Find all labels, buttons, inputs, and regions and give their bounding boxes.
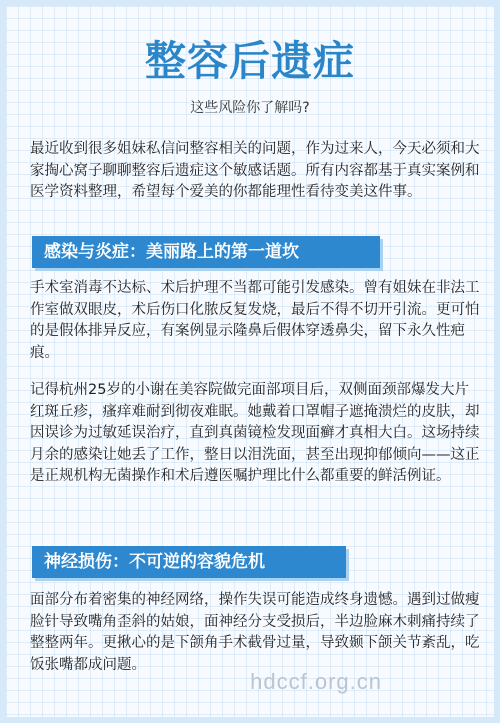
infection-paragraph-2: 记得杭州25岁的小谢在美容院做完面部项目后，双侧面颈部爆发大片红斑丘疹，瘙痒难耐到彻夜难眠。她戴着口罩帽子遮掩溃烂的皮肤，却因误诊为过敏延误治疗，直到真菌镜检发现面癣才真相大白。这场持续月余的感染让她丢了工作，整日以泪洗面，甚至出现抑郁倾向——这正是正规机构无菌操作和术后遵医嘱护理比什么都重要的鲜活例证。 bbox=[30, 382, 480, 484]
intro-paragraph: 最近收到很多姐妹私信问整容相关的问题，作为过来人，今天必须和大家掏心窝子聊聊整容后遗症这个敏感话题。所有内容都基于真实案例和医学资料整理，希望每个爱美的你都能理性看待变美这件事。 bbox=[30, 141, 480, 200]
nerve-damage-paragraph-1: 面部分布着密集的神经网络，操作失误可能造成终身遗憾。遇到过做瘦脸针导致嘴角歪斜的姑娘，面神经分支受损后，半边脸麻木刺痛持续了整整两年。更揪心的是下颌角手术截骨过量，导致颞下颌关节紊乱，吃饭张嘴都成问题。 bbox=[30, 592, 480, 673]
site-watermark: hdccf.org.cn bbox=[250, 669, 382, 694]
section-header-infection: 感染与炎症：美丽路上的第一道坎 bbox=[32, 236, 380, 268]
section-header-nerve-damage: 神经损伤：不可逆的容貌危机 bbox=[32, 546, 346, 578]
article-subtitle: 这些风险你了解吗? bbox=[190, 100, 310, 116]
infection-paragraph-1: 手术室消毒不达标、术后护理不当都可能引发感染。曾有姐妹在非法工作室做双眼皮，术后伤口化脓反复发烧，最后不得不切开引流。更可怕的是假体排异反应，有案例显示隆鼻后假体穿透鼻尖，留下永久性疤痕。 bbox=[30, 280, 480, 361]
article-title: 整容后遗症 bbox=[145, 37, 355, 85]
